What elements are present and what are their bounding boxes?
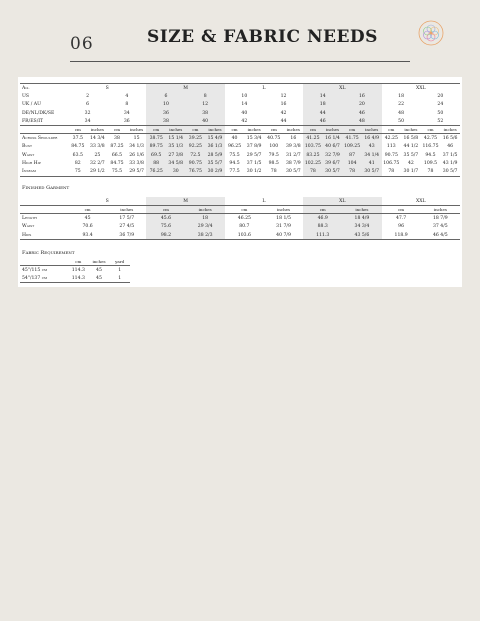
table-cell: 25 <box>94 152 101 158</box>
table-cell: 18 4/9 <box>342 214 381 223</box>
table-cell: 30 5/7 <box>284 168 304 177</box>
table-cell: 15 4/9 <box>205 134 225 143</box>
table-cell: 83.25 <box>303 151 323 159</box>
row-label: DE/NL/DK/SE <box>22 110 55 116</box>
table-cell: 36 7/9 <box>107 231 146 240</box>
row-label: Inseam <box>20 168 68 177</box>
table-cell: 43 <box>362 143 382 151</box>
unit-label: cm <box>382 206 421 214</box>
table-cell: 78 <box>303 168 323 177</box>
table-cell: 94.5 <box>425 152 436 158</box>
size-chart-panel <box>18 77 462 287</box>
table-cell: 16 5/6 <box>442 136 458 142</box>
unit-label: inches <box>88 126 108 134</box>
table-cell: 40 7/9 <box>264 231 303 240</box>
garment-row <box>20 223 460 231</box>
conversion-row <box>20 92 460 100</box>
table-cell: 82 <box>74 161 81 167</box>
table-cell: 48 <box>398 110 405 116</box>
mandala-logo-icon <box>418 20 444 46</box>
table-cell: 38 <box>186 109 225 117</box>
table-cell: 10 <box>241 93 248 99</box>
table-cell: 32 7/9 <box>323 151 343 159</box>
table-cell: 22 <box>398 102 405 108</box>
unit-label: inches <box>323 126 343 134</box>
row-label: Hips <box>20 231 68 240</box>
table-cell: 42 <box>407 161 414 167</box>
unit-label: cm <box>146 126 166 134</box>
table-cell: 27 4/5 <box>119 224 135 230</box>
measurement-row <box>20 134 460 143</box>
unit-label: cm <box>68 258 89 266</box>
table-cell: 48 <box>342 117 381 126</box>
table-cell: 38.75 <box>146 134 166 143</box>
table-cell: 31 2/7 <box>285 152 301 158</box>
table-cell: 8 <box>186 92 225 100</box>
table-cell: 2 <box>86 93 90 99</box>
fabric-requirement-table <box>20 258 130 283</box>
unit-label: cm <box>107 126 127 134</box>
table-cell: 72.5 <box>186 151 206 159</box>
table-cell: 43 1/9 <box>442 161 458 167</box>
table-cell: 12 <box>186 101 225 109</box>
table-cell: 34 5/8 <box>166 159 186 167</box>
table-cell: 98.5 <box>268 161 279 167</box>
table-cell: 77.5 <box>225 168 245 177</box>
size-s-header: S <box>68 84 146 93</box>
table-cell: 40.75 <box>267 136 281 142</box>
table-cell: 34 1/4 <box>362 151 382 159</box>
table-cell: 35 5/7 <box>205 159 225 167</box>
table-cell: 109.5 <box>423 161 438 167</box>
garment-size-xxl: XXL <box>382 197 461 206</box>
table-cell: 37 8/9 <box>246 144 262 150</box>
conversion-row <box>20 117 460 126</box>
row-label: Waist <box>22 152 35 158</box>
table-cell: 18 <box>186 214 225 223</box>
table-cell: 63.5 <box>72 152 83 158</box>
table-cell: 40 6/7 <box>323 143 343 151</box>
table-cell: 6 <box>146 92 185 100</box>
unit-label: cm <box>382 126 402 134</box>
table-cell: 75.5 <box>229 152 240 158</box>
row-label: High Hip <box>22 161 41 167</box>
table-cell: 103.6 <box>225 231 264 240</box>
table-cell: 37 4/5 <box>432 224 448 230</box>
table-cell: 35 1/3 <box>166 143 186 151</box>
table-cell: 78 <box>342 168 362 177</box>
unit-label: inches <box>107 206 146 214</box>
unit-label: inches <box>205 126 225 134</box>
table-cell: 44 <box>303 109 342 117</box>
unit-label: inches <box>166 126 186 134</box>
table-cell: 96 <box>398 224 405 230</box>
table-cell: 45 <box>84 215 91 221</box>
row-label: Across Shoulder <box>22 136 58 142</box>
table-cell: 93.4 <box>68 231 107 240</box>
table-cell: 36 <box>146 109 185 117</box>
table-cell: 114.3 <box>68 274 89 283</box>
table-cell: 18 7/9 <box>432 215 448 221</box>
all-label: All <box>20 84 68 93</box>
table-cell: 118.9 <box>382 231 421 240</box>
table-cell: 46 <box>342 109 381 117</box>
garment-unit-row <box>20 206 460 214</box>
table-cell: 103.75 <box>304 144 321 150</box>
garment-row <box>20 231 460 240</box>
table-cell: 16 <box>290 136 297 142</box>
body-measurement-table <box>20 83 460 177</box>
table-cell: 41.75 <box>342 134 362 143</box>
page-number: 06 <box>70 34 94 54</box>
table-cell: 40 <box>186 117 225 126</box>
table-cell: 50 <box>398 118 405 124</box>
table-cell: 40 <box>231 136 238 142</box>
unit-label: inches <box>440 126 460 134</box>
table-cell: 66.5 <box>111 152 123 158</box>
table-cell: 98.2 <box>146 231 185 240</box>
table-cell: 42 <box>241 118 248 124</box>
table-cell: 45.6 <box>146 214 185 223</box>
table-cell: 6 <box>86 102 90 108</box>
unit-label: inches <box>284 126 304 134</box>
table-cell: 42 <box>280 110 287 116</box>
fabric-requirement-title: Fabric Requirement <box>22 250 75 256</box>
table-cell: 88 <box>146 159 166 167</box>
table-cell: 14 <box>303 92 342 100</box>
table-cell: 27 3/8 <box>166 151 186 159</box>
table-cell: 34 3/4 <box>342 223 381 231</box>
unit-label: inches <box>401 126 421 134</box>
table-cell: 14 3/4 <box>90 136 105 142</box>
table-cell: 28 5/9 <box>205 151 225 159</box>
table-cell: 38 <box>146 117 185 126</box>
table-cell: 46 4/5 <box>421 231 460 240</box>
table-cell: 70.6 <box>82 224 93 230</box>
table-cell: 30 1/2 <box>244 168 264 177</box>
unit-label: cm <box>264 126 284 134</box>
table-cell: 30 2/9 <box>205 168 225 177</box>
unit-label: inches <box>264 206 303 214</box>
table-cell: 111.3 <box>303 231 342 240</box>
table-cell: 39.25 <box>186 134 206 143</box>
table-cell: 87.25 <box>110 144 124 150</box>
table-cell: 39 3/8 <box>285 144 301 150</box>
table-cell: 38 2/3 <box>186 231 225 240</box>
table-cell: 29 5/7 <box>246 152 262 158</box>
table-cell: 30 5/7 <box>323 168 343 177</box>
table-cell: 46 <box>447 144 454 150</box>
table-cell: 80.7 <box>239 224 250 230</box>
table-cell: 10 <box>146 101 185 109</box>
table-cell: 1 <box>109 274 130 283</box>
finished-garment-title: Finished Garment <box>22 185 70 191</box>
table-cell: 90.75 <box>186 159 206 167</box>
table-cell: 46.9 <box>303 214 342 223</box>
table-cell: 17 5/7 <box>119 215 135 221</box>
table-cell: 29 5/7 <box>127 168 147 177</box>
table-cell: 94.5 <box>229 161 240 167</box>
measurement-row <box>20 159 460 167</box>
table-cell: 47.7 <box>395 215 407 221</box>
table-cell: 14 <box>241 102 248 108</box>
table-cell: 4 <box>125 93 129 99</box>
table-cell: 32 <box>84 110 91 116</box>
unit-row <box>20 126 460 134</box>
garment-row <box>20 214 460 223</box>
table-cell: 34 <box>84 118 91 124</box>
table-cell: 100 <box>269 144 279 150</box>
table-cell: 15 <box>133 136 140 142</box>
table-cell: 52 <box>437 118 444 124</box>
size-header-row <box>20 84 460 93</box>
table-cell: 36 1/3 <box>205 143 225 151</box>
table-cell: 46 <box>303 117 342 126</box>
table-cell: 8 <box>125 102 129 108</box>
table-cell: 75.5 <box>107 168 127 177</box>
table-cell: 104 <box>342 159 362 167</box>
table-cell: 20 <box>437 93 444 99</box>
row-label: FR/ES/IT <box>22 118 44 124</box>
table-cell: 46.25 <box>237 215 251 221</box>
table-cell: 30 5/7 <box>440 168 460 177</box>
unit-label: cm <box>186 126 206 134</box>
table-cell: 42.75 <box>423 136 438 142</box>
unit-label: inches <box>244 126 264 134</box>
table-cell: 16 5/8 <box>403 136 419 142</box>
unit-label: cm <box>421 126 441 134</box>
conversion-row <box>20 109 460 117</box>
garment-size-s: S <box>68 197 146 206</box>
table-cell: 78 <box>382 168 402 177</box>
measurement-row <box>20 151 460 159</box>
unit-label: inches <box>127 126 147 134</box>
table-cell: 36 <box>123 118 130 124</box>
unit-label: cm <box>225 206 264 214</box>
size-l-header: L <box>225 84 303 93</box>
table-cell: 106.75 <box>383 161 400 167</box>
garment-size-row <box>20 197 460 206</box>
table-cell: 87 <box>342 151 362 159</box>
measurement-row <box>20 168 460 177</box>
table-cell: 76.25 <box>146 168 166 177</box>
table-cell: 109.25 <box>344 144 361 150</box>
unit-label: cm <box>342 126 362 134</box>
table-cell: 38 7/9 <box>285 161 301 167</box>
table-cell: 29 3/4 <box>186 223 225 231</box>
table-cell: 102.25 <box>304 161 321 167</box>
table-cell: 45 <box>96 267 102 273</box>
table-cell: 69.5 <box>146 151 166 159</box>
table-cell: 84.75 <box>110 161 124 167</box>
table-cell: 39 6/7 <box>323 159 343 167</box>
table-cell: 44 <box>280 118 287 124</box>
table-cell: 18 <box>398 93 405 99</box>
table-cell: 16 <box>280 102 287 108</box>
table-cell: 42.25 <box>384 136 398 142</box>
table-cell: 45 <box>89 274 110 283</box>
table-cell: 18 <box>303 101 342 109</box>
table-cell: 50 <box>437 110 444 116</box>
table-cell: 84.75 <box>71 144 85 150</box>
row-label: US <box>22 93 30 99</box>
garment-size-xl: XL <box>303 197 381 206</box>
finished-garment-table <box>20 197 460 240</box>
table-cell: 76.75 <box>186 168 206 177</box>
table-cell: 88.3 <box>303 223 342 231</box>
table-cell: 37.5 <box>72 136 83 142</box>
table-cell: 96.25 <box>227 144 242 150</box>
table-cell: 18 1/5 <box>276 215 291 221</box>
table-cell: 38 <box>114 136 120 142</box>
table-cell: 32 2/7 <box>90 161 105 167</box>
table-cell: 20 <box>342 101 381 109</box>
table-cell: 15 3/4 <box>246 136 262 142</box>
row-label: 54"/137 cm <box>20 274 68 283</box>
table-cell: 1 <box>118 267 122 273</box>
size-m-header: M <box>146 84 224 93</box>
unit-label: inches <box>186 206 225 214</box>
table-cell: 16 4/9 <box>362 134 382 143</box>
table-cell: 24 <box>437 102 444 108</box>
fabric-unit-row <box>20 258 130 266</box>
table-cell: 33 3/8 <box>90 144 105 150</box>
size-xl-header: XL <box>303 84 381 93</box>
row-label: 45"/115 cm <box>22 267 48 273</box>
table-cell: 30 <box>166 168 186 177</box>
table-cell: 92.25 <box>186 143 206 151</box>
row-label: Length <box>22 215 37 221</box>
table-cell: 116.75 <box>422 144 439 150</box>
unit-label: cm <box>303 126 323 134</box>
table-cell: 37 1/5 <box>442 152 458 158</box>
table-cell: 90.75 <box>384 152 398 158</box>
table-cell: 30 5/7 <box>362 168 382 177</box>
table-cell: 34 1/3 <box>129 144 144 150</box>
conversion-row <box>20 101 460 109</box>
unit-label: inches <box>421 206 460 214</box>
row-label: Waist <box>22 224 35 230</box>
unit-label: inches <box>362 126 382 134</box>
table-cell: 78 <box>421 168 441 177</box>
table-cell: 40 <box>241 110 248 116</box>
table-cell: 114.3 <box>71 267 85 273</box>
garment-size-m: M <box>146 197 224 206</box>
size-xxl-header: XXL <box>382 84 461 93</box>
table-cell: 78 <box>264 168 284 177</box>
table-cell: 43 5/6 <box>342 231 381 240</box>
unit-label: cm <box>68 126 88 134</box>
unit-label: cm <box>303 206 342 214</box>
fabric-row <box>20 266 130 275</box>
page-title: SIZE & FABRIC NEEDS <box>147 27 378 47</box>
unit-label: cm <box>68 206 107 214</box>
fabric-row <box>20 274 130 283</box>
table-cell: 89.75 <box>146 143 166 151</box>
table-cell: 79.5 <box>268 152 279 158</box>
table-cell: 16 <box>342 92 381 100</box>
unit-label: inches <box>89 258 110 266</box>
measurement-row <box>20 143 460 151</box>
unit-label: cm <box>225 126 245 134</box>
table-cell: 41 <box>362 159 382 167</box>
header-divider <box>70 61 410 62</box>
unit-label: yard <box>109 258 130 266</box>
table-cell: 113 <box>386 144 396 150</box>
table-cell: 29 1/2 <box>88 168 108 177</box>
table-cell: 37 1/5 <box>246 161 262 167</box>
table-cell: 26 1/6 <box>129 152 144 158</box>
table-cell: 75 <box>68 168 88 177</box>
row-label: Bust <box>22 144 32 150</box>
table-cell: 44 1/2 <box>403 144 419 150</box>
garment-size-l: L <box>225 197 303 206</box>
table-cell: 30 1/7 <box>401 168 421 177</box>
table-cell: 16 1/4 <box>323 134 343 143</box>
table-cell: 31 7/9 <box>276 224 291 230</box>
table-cell: 15 1/4 <box>166 134 186 143</box>
unit-label: cm <box>146 206 185 214</box>
unit-label: inches <box>342 206 381 214</box>
table-cell: 34 <box>123 110 130 116</box>
row-label: UK / AU <box>22 102 41 108</box>
table-cell: 12 <box>280 93 287 99</box>
table-cell: 75.6 <box>146 223 185 231</box>
table-cell: 41.25 <box>303 134 323 143</box>
table-cell: 35 5/7 <box>403 152 419 158</box>
table-cell: 33 3/8 <box>129 161 144 167</box>
